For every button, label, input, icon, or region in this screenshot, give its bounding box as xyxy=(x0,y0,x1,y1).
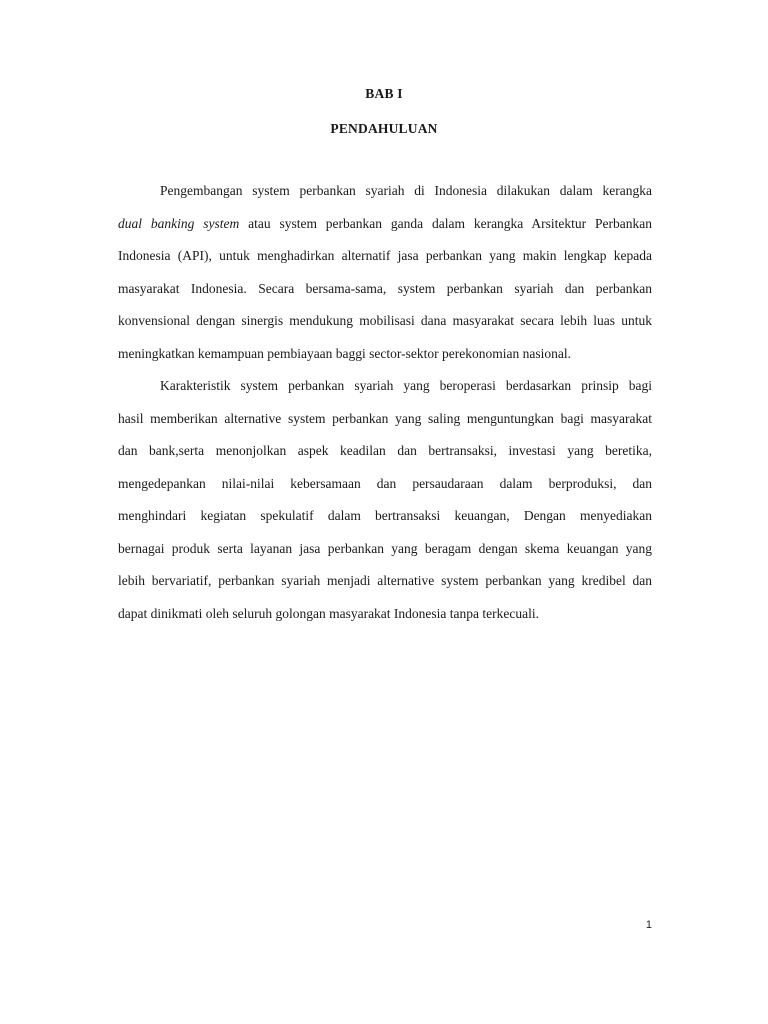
paragraph-line: dan bank,serta menonjolkan aspek keadilan dan bertransaksi, investasi yang beretika, xyxy=(118,443,652,458)
paragraph-line: hasil memberikan alternative system perbankan yang saling menguntungkan bagi masyarakat xyxy=(118,410,652,426)
paragraph-line: konvensional dengan sinergis mendukung mobilisasi dana masyarakat secara lebih luas untuk xyxy=(118,313,652,328)
paragraph-line: Pengembangan system perbankan syariah di Indonesia dilakukan dalam kerangka xyxy=(160,183,652,198)
paragraph-line: menghindari kegiatan spekulatif dalam bertransaksi keuangan, Dengan menyediakan xyxy=(118,508,652,523)
paragraph-line: dapat dinikmati oleh seluruh golongan masyarakat Indonesia tanpa terkecuali. xyxy=(118,605,539,621)
paragraph-line: bernagai produk serta layanan jasa perbankan yang beragam dengan skema keuangan yang xyxy=(118,540,652,556)
paragraph-2 xyxy=(118,370,652,630)
chapter-title: PENDAHULUAN xyxy=(330,121,438,136)
paragraph-line: meningkatkan kemampuan pembiayaan baggi sector-sektor perekonomian nasional. xyxy=(118,345,571,361)
body-text xyxy=(118,175,652,630)
chapter-heading: BAB I xyxy=(365,86,403,101)
paragraph-line-text: atau system perbankan ganda dalam kerangka Arsitektur Perbankan xyxy=(248,215,652,231)
italic-term: dual banking system xyxy=(118,215,240,231)
paragraph-line: mengedepankan nilai-nilai kebersamaan dan persaudaraan dalam berproduksi, dan xyxy=(118,475,652,491)
paragraph-line: lebih bervariatif, perbankan syariah menjadi alternative system perbankan yang kredibel dan xyxy=(118,573,652,588)
paragraph-line: Karakteristik system perbankan syariah yang beroperasi berdasarkan prinsip bagi xyxy=(160,378,652,393)
paragraph-line xyxy=(118,208,652,241)
paragraph-line: Indonesia (API), untuk menghadirkan alternatif jasa perbankan yang makin lengkap kepada xyxy=(118,248,652,263)
paragraph-1 xyxy=(118,175,652,370)
paragraph-line: masyarakat Indonesia. Secara bersama-sama, system perbankan syariah dan perbankan xyxy=(118,280,652,296)
page-number: 1 xyxy=(645,919,652,931)
